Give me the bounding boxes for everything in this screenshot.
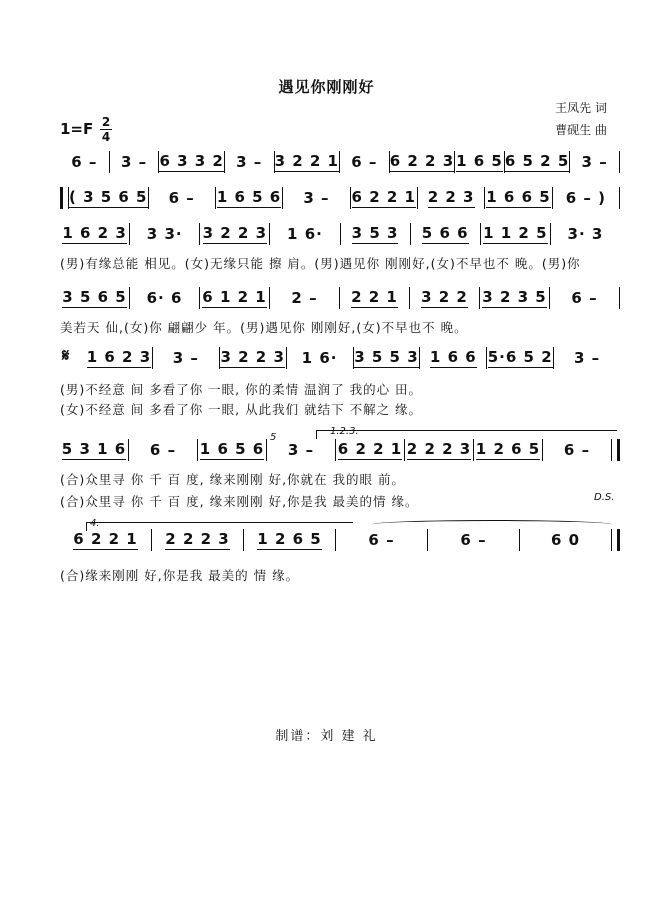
measure: 3 2 2 3	[220, 348, 285, 366]
score-row-1	[60, 146, 620, 178]
measure: 6 –	[149, 440, 177, 459]
measure: 3 5 6 5	[62, 288, 127, 306]
measure: 6 –	[563, 440, 591, 459]
measure: 3· 3	[567, 224, 604, 243]
measure: 3 –	[581, 152, 608, 171]
measure: 6 –	[368, 530, 395, 549]
measure: 1 6 5 6	[216, 188, 282, 206]
measure: 6 2 2 1	[337, 440, 403, 458]
time-signature-bottom: 4	[101, 130, 111, 144]
measure: 6 5 2 5	[504, 152, 570, 170]
measure: 1 6 2 3	[86, 348, 152, 366]
measure: 6 2 2 3	[389, 152, 455, 170]
measure: 3 2 3 5	[482, 288, 547, 306]
measure: 3 3·	[146, 224, 183, 243]
measure: 3 2 2	[421, 288, 468, 306]
measure: 6 –	[71, 152, 98, 171]
measure: 6 1 2 1	[202, 288, 267, 306]
dal-segno-mark: D.S.	[594, 492, 615, 503]
measure: 6 – )	[565, 188, 606, 207]
volta-1-label: 1.2.3.	[330, 426, 359, 437]
measure: 3 –	[120, 152, 148, 171]
measure: 6 2 2 1	[73, 530, 138, 548]
lyric-line-5: (合)缘来刚刚 好,你是我 最美的 情 缘。	[60, 568, 300, 583]
measure: 1 6 5	[456, 152, 503, 170]
arranger-credit: 制谱：刘 建 礼	[275, 729, 378, 744]
measure: 6 –	[351, 152, 378, 171]
score-row-6	[60, 434, 620, 466]
measure: 3 5 3	[351, 224, 399, 242]
measure: 5·6 5 2	[487, 348, 553, 366]
measure: 1 6 6	[429, 348, 477, 366]
measure: 3 –	[287, 440, 315, 459]
measure: 1 6·	[287, 224, 323, 243]
measure: ( 3 5 6 5	[69, 188, 148, 206]
time-signature-top: 2	[101, 115, 111, 129]
measure: 3 –	[172, 348, 199, 367]
measure: 6 2 2 1	[351, 188, 416, 206]
measure: 3 5 5 3	[354, 348, 419, 366]
fingering-five: 5	[270, 432, 277, 443]
measure: 5 3 1 6	[61, 440, 127, 458]
segno-sign: 𝄋	[62, 346, 70, 366]
measure: 1 2 6 5	[257, 530, 322, 548]
measure: 6 3 3 2	[159, 152, 224, 170]
measure: 3 –	[573, 348, 601, 367]
measure: 2 2 2 3	[165, 530, 230, 548]
measure: 6· 6	[146, 288, 183, 307]
tie-slur	[372, 520, 612, 529]
measure: 1 6·	[301, 348, 338, 367]
measure: 6 –	[571, 288, 598, 307]
measure: 1 6 2 3	[62, 224, 127, 242]
volta-2-label: 4.	[90, 518, 100, 529]
composer-credit: 曹砚生 曲	[555, 123, 607, 137]
key-signature: 1=F	[60, 120, 94, 138]
measure: 2 2 3	[427, 188, 475, 206]
measure: 5 6 6	[421, 224, 469, 242]
lyric-line-3b: (女)不经意 间 多看了你 一眼, 从此我们 就结下 不解之 缘。	[60, 402, 423, 417]
measure: 6 0	[550, 530, 581, 549]
score-row-3	[60, 218, 620, 250]
lyric-line-4b: (合)众里寻 你 千 百 度, 缘来刚刚 好,你是我 最美的情 缘。	[60, 494, 419, 509]
measure: 1 6 5 6	[199, 440, 265, 458]
lyric-line-3a: (男)不经意 间 多看了你 一眼, 你的柔情 温润了 我的心 田。	[60, 382, 423, 397]
score-row-5	[86, 342, 620, 374]
lyric-line-2: 美若天 仙,(女)你 翩翩少 年。(男)遇见你 刚刚好,(女)不早也不 晚。	[60, 320, 468, 335]
measure: 1 1 2 5	[483, 224, 548, 242]
measure: 6 –	[168, 188, 195, 207]
score-row-4	[60, 282, 620, 314]
lyricist-credit: 王凤先 词	[555, 101, 607, 115]
score-row-2	[60, 182, 620, 214]
lyric-line-1: (男)有缘总能 相见。(女)无缘只能 擦 肩。(男)遇见你 刚刚好,(女)不早也不 晚。(男)你	[60, 256, 581, 271]
lyric-line-4a: (合)众里寻 你 千 百 度, 缘来刚刚 好,你就在 我的眼 前。	[60, 472, 405, 487]
measure: 3 –	[303, 188, 330, 207]
time-signature	[100, 116, 112, 143]
measure: 1 2 6 5	[475, 440, 541, 458]
measure: 6 –	[460, 530, 487, 549]
song-title: 遇见你刚刚好	[278, 78, 375, 96]
measure: 3 –	[236, 152, 263, 171]
measure: 1 6 6 5	[486, 188, 551, 206]
measure: 2 2 1	[351, 288, 398, 306]
measure: 3 2 2 3	[202, 224, 268, 242]
measure: 2 2 2 3	[406, 440, 472, 458]
measure: 3 2 2 1	[274, 152, 339, 170]
measure: 2 –	[291, 288, 318, 307]
